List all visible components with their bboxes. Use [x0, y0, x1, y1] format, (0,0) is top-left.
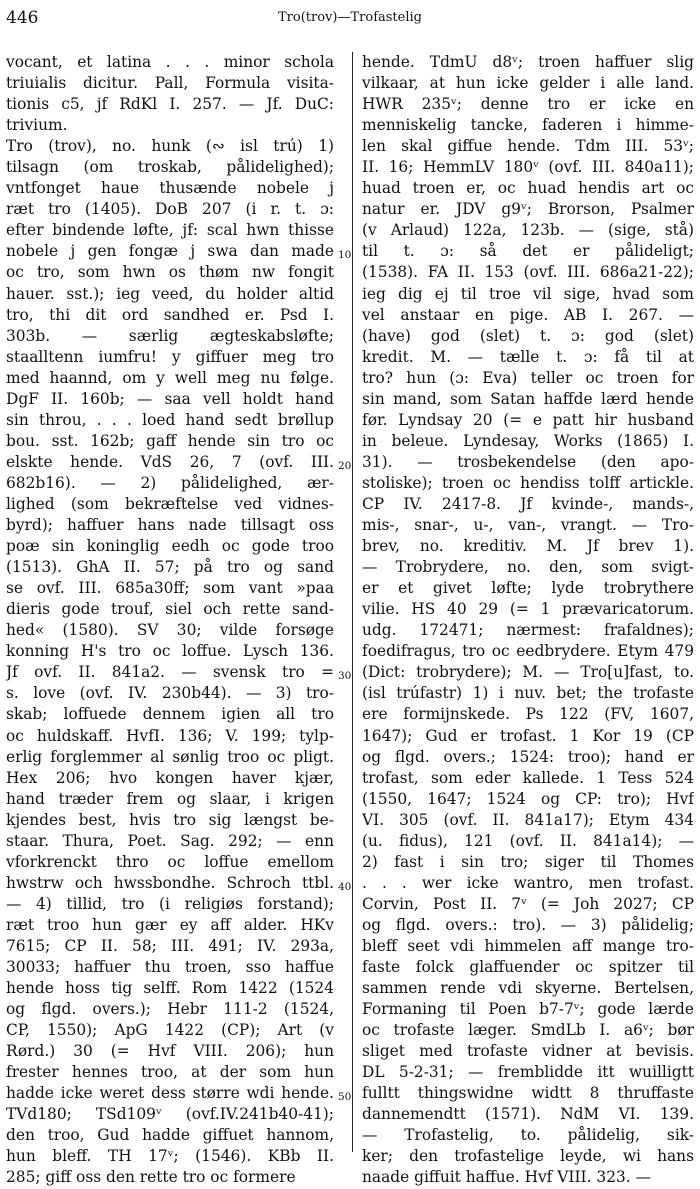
text-line: Rørd.) 30 (= Hvf VIII. 206); hun — [6, 1042, 334, 1061]
text-line: (1513). GhA II. 57; på tro og sand — [6, 558, 334, 577]
text-line: 682b16). — 2) pålidelighed, ær- — [6, 473, 334, 492]
text-line: konning H's tro oc loffue. Lysch 136. — [6, 642, 334, 661]
text-line: efter bindende løfte, jf: scal hwn thisse — [6, 221, 334, 240]
text-line: udg. 172471; nærmest: frafaldnes); — [362, 621, 694, 640]
text-line: naade giffuit haffue. Hvf VIII. 323. — — [362, 1168, 651, 1187]
text-line: og flgd. overs.; 1524: troo); hand er — [362, 747, 694, 766]
text-line: brev, no. kreditiv. M. Jf brev 1). — [362, 537, 694, 556]
text-line: faste folck glaffuender oc spitzer til — [362, 958, 694, 977]
text-line: sammen rende vdi skyerne. Bertelsen, — [362, 979, 694, 998]
right-column — [362, 52, 694, 1189]
text-line: natur er. JDV g9ᵛ; Brorson, Psalmer — [362, 200, 694, 219]
text-line: med haannd, om y well meg nu følge. — [6, 368, 334, 387]
page-header — [6, 8, 694, 30]
text-line: foedifragus, tro oc eedbrydere. Etym 479 — [362, 642, 694, 661]
text-line: den troo, Gud hadde giffuet hannom, — [6, 1126, 334, 1145]
text-line: trivium. — [6, 116, 68, 135]
page-number: 446 — [6, 8, 39, 28]
text-line: kjendes best, hvis tro sig længst be- — [6, 810, 334, 829]
text-line: vntfonget haue thusænde nobele j — [6, 179, 334, 198]
text-line: VI. 305 (ovf. II. 841a17); Etym 434 — [362, 810, 694, 829]
text-line: Formaning til Poen b7-7ᵛ; gode lærde — [362, 1000, 694, 1019]
text-line: DgF II. 160b; — saa vell holdt hand — [6, 389, 334, 408]
text-line: DL 5-2-31; — fremblidde itt wuilligtt — [362, 1063, 694, 1082]
text-line: hwstrw och hwssbondhe. Schroch ttbl. — [6, 873, 334, 892]
text-line: oc huldskaff. HvfI. 136; V. 199; tylp- — [6, 726, 334, 745]
text-line: tro, thi dit ord sandhed er. Psd I. — [6, 305, 334, 324]
text-line: Corvin, Post II. 7ᵛ (= Joh 2027; CP — [362, 894, 694, 913]
text-line: før. Lyndsay 20 (= e patt hir husband — [362, 410, 694, 429]
text-line: (isl trúfastr) 1) i nuv. bet; the trofaste — [362, 684, 694, 703]
text-line: tilsagn (om troskab, pålidelighed); — [6, 158, 334, 177]
text-line: HWR 235ᵛ; denne tro er icke en — [362, 95, 694, 114]
text-line: ræt tro (1405). DoB 207 (i r. t. ɔ: — [6, 200, 334, 219]
text-line: nobele j gen fongæ j swa dan made — [6, 242, 334, 261]
text-line: bou. sst. 162b; gaff hende sin tro oc — [6, 431, 334, 450]
text-line: (1550, 1647; 1524 og CP: tro); Hvf — [362, 789, 694, 808]
text-line: hende hoss tig selff. Rom 1422 (1524 — [6, 979, 334, 998]
running-head: Tro(trov)—Trofastelig — [278, 10, 422, 25]
text-line: ker; den trofastelige leyde, wi hans — [362, 1147, 694, 1166]
text-line: tionis c5, jf RdKl I. 257. — Jf. DuC: — [6, 95, 334, 114]
text-line: — Trofastelig, to. pålidelig, sik- — [362, 1126, 694, 1145]
text-line: 2) fast i sin tro; siger til Thomes — [362, 852, 694, 871]
text-line: tro? hun (ɔ: Eva) teller oc troen for — [362, 368, 694, 387]
text-line: byrd); haffuer hans nade tillsagt oss — [6, 516, 334, 535]
text-line: og flgd. overs.); Hebr 111-2 (1524, — [6, 1000, 334, 1019]
text-line: 303b. — særlig ægteskabsløfte; — [6, 326, 334, 345]
text-line: skab; loffuede dennem igien all tro — [6, 705, 334, 724]
text-line: CP, 1550); ApG 1422 (CP); Art (v — [6, 1021, 334, 1040]
text-line: sin throu, . . . loed hand sedt brøllup — [6, 410, 334, 429]
text-line: II. 16; HemmLV 180ᵛ (ovf. III. 840a11); — [362, 158, 694, 177]
text-line: dannemendtt (1571). NdM VI. 139. — [362, 1105, 694, 1124]
line-number: 30 — [338, 670, 352, 682]
text-line: bleff seet vdi himmelen aff mange tro- — [362, 936, 694, 955]
text-line: 285; giff oss den rette tro oc formere — [6, 1168, 296, 1187]
text-line: mis-, snar-, u-, van-, vrangt. — Tro- — [362, 516, 694, 535]
text-line: staalltenn iumfru! y giffuer meg tro — [6, 347, 334, 366]
text-line: vocant, et latina . . . minor schola — [6, 53, 334, 71]
text-line: hun bleff. TH 17ᵛ; (1546). KBb II. — [6, 1147, 334, 1166]
text-line: hauer. sst.); ieg veed, du holder altid — [6, 284, 334, 303]
left-column — [6, 52, 334, 1189]
text-line: vilie. HS 40 29 (= 1 prævaricatorum. — [362, 600, 694, 619]
column-divider — [352, 52, 353, 1152]
text-line: trofast, som eder kallede. 1 Tess 524 — [362, 768, 694, 787]
text-line: s. love (ovf. IV. 230b44). — 3) tro- — [6, 684, 334, 703]
text-line: huad troen er, oc huad hendis art oc — [362, 179, 694, 198]
text-line: (v Arlaud) 122a, 123b. — (sige, stå) — [362, 221, 694, 240]
text-line: erlig forglemmer al sønlig troo oc pligt. — [6, 747, 334, 766]
text-line: ieg dig ej til troe vil sige, hvad som — [362, 284, 694, 303]
text-line: stoliske); troen oc hendiss tolff artickle. — [362, 473, 694, 492]
text-line: kredit. M. — tælle t. ɔ: få til at — [362, 347, 694, 366]
text-line: og flgd. overs.: tro). — 3) pålidelig; — [362, 915, 694, 934]
text-line: lighed (som bekræftelse ved vidnes- — [6, 494, 334, 513]
line-number: 10 — [338, 249, 352, 261]
text-line: poæ sin koninglig eedh oc gode troo — [6, 537, 334, 556]
text-line: vel anstaar en pige. AB I. 267. — — [362, 305, 694, 324]
text-line: — Trobrydere, no. den, som svigt- — [362, 558, 694, 577]
text-line: triuialis dicitur. Pall, Formula visita- — [6, 74, 334, 93]
text-line: — 4) tillid, tro (i religiøs forstand); — [6, 894, 334, 913]
text-line: dieris gode trouf, siel och rette sand- — [6, 600, 334, 619]
text-line: (u. fidus), 121 (ovf. II. 841a14); — — [362, 831, 694, 850]
text-line: se ovf. III. 685a30ff; som vant »paa — [6, 579, 334, 598]
text-line: hende. TdmU d8ᵛ; troen haffuer slig — [362, 53, 694, 71]
text-line: hadde icke weret dess større wdi hende. — [6, 1084, 334, 1103]
text-line: oc trofaste læger. SmdLb I. a6ᵛ; bør — [362, 1021, 694, 1040]
text-line: len skal giffue hende. Tdm III. 53ᵛ; — [362, 137, 694, 156]
line-number: 40 — [338, 881, 352, 893]
text-line: til t. ɔ: så det er pålideligt; — [362, 242, 694, 261]
text-line: CP IV. 2417-8. Jf kvinde-, mands-, — [362, 494, 694, 513]
text-line: oc tro, som hwn os thøm nw fongit — [6, 263, 334, 282]
text-line: 30033; haffuer thu troen, sso haffue — [6, 958, 334, 977]
text-line: Tro (trov), no. hunk (∾ isl trú) 1) — [6, 137, 334, 156]
text-line: sliget med trofaste vidner at bevisis. — [362, 1042, 694, 1061]
text-line: (Dict: trobrydere); M. — Tro[u]fast, to. — [362, 663, 694, 682]
line-number: 20 — [338, 460, 352, 472]
text-line: sin mand, som Satan haffde lærd hende — [362, 389, 694, 408]
text-line: elskte hende. VdS 26, 7 (ovf. III. — [6, 452, 334, 471]
text-line: menniskelig tancke, faderen i himme- — [362, 116, 694, 135]
text-line: ere formijnskede. Ps 122 (FV, 1607, — [362, 705, 694, 724]
text-line: er et givet løfte; lyde trobrythere — [362, 579, 694, 598]
text-line: vforkrenckt thro oc loffue emellom — [6, 852, 334, 871]
text-line: 7615; CP II. 58; III. 491; IV. 293a, — [6, 936, 334, 955]
text-line: . . . wer icke wantro, men trofast. — [362, 873, 694, 892]
text-line: Jf ovf. II. 841a2. — svensk tro = — [6, 663, 334, 682]
text-line: vilkaar, at hun icke gelder i alle land. — [362, 74, 694, 93]
text-line: hand træder frem og slaar, i krigen — [6, 789, 334, 808]
text-line: ræt troo hun gær ey aff alder. HKv — [6, 915, 334, 934]
text-line: fulltt thingswidne widtt 8 thruffaste — [362, 1084, 694, 1103]
text-line: 31). — trosbekendelse (den apo- — [362, 452, 694, 471]
text-line: TVd180; TSd109ᵛ (ovf.IV.241b40-41); — [6, 1105, 334, 1124]
text-line: staar. Thura, Poet. Sag. 292; — enn — [6, 831, 334, 850]
text-line: 1647); Gud er trofast. 1 Kor 19 (CP — [362, 726, 694, 745]
text-line: (1538). FA II. 153 (ovf. III. 686a21-22); — [362, 263, 694, 282]
line-number: 50 — [338, 1091, 352, 1103]
text-line: Hex 206; hvo kongen haver kjær, — [6, 768, 334, 787]
text-line: frester hennes troo, at der som hun — [6, 1063, 334, 1082]
text-line: (have) god (slet) t. ɔ: god (slet) — [362, 326, 694, 345]
text-line: in beleue. Lyndesay, Works (1865) I. — [362, 431, 694, 450]
text-line: hed« (1580). SV 30; vilde forsøge — [6, 621, 334, 640]
